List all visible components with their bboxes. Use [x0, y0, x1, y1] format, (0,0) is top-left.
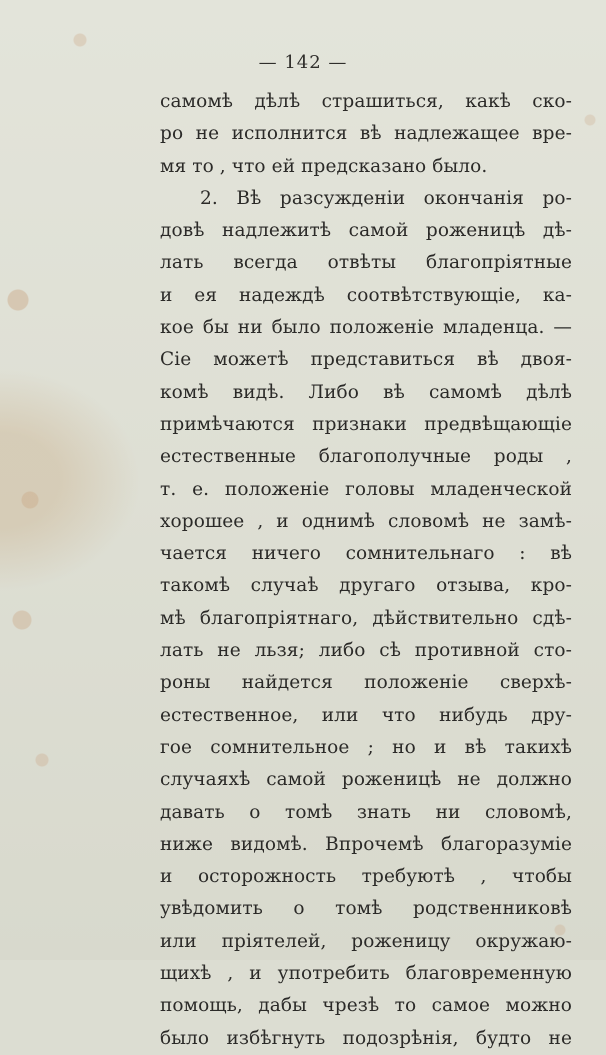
text-line: т. е. положеніе головы младенческой	[160, 478, 572, 500]
text-line: помощь, дабы чрезѣ то самое можно	[160, 995, 572, 1017]
text-line: чается ничего сомнительнаго : вѣ	[160, 543, 572, 565]
text-line: такомѣ случаѣ другаго отзыва, кро-	[160, 575, 572, 597]
text-line: Сіе можетѣ представиться вѣ двоя-	[160, 349, 572, 371]
text-line: или пріятелей, роженицу окружаю-	[160, 930, 572, 952]
text-line: естественные благополучные роды ,	[160, 446, 572, 468]
text-line: было избѣгнуть подозрѣнія, будто не	[160, 1027, 572, 1049]
text-line: естественное, или что нибудь дру-	[160, 704, 572, 726]
text-line: гое сомнительное ; но и вѣ такихѣ	[160, 736, 572, 758]
text-line: роны найдется положеніе сверхѣ-	[160, 672, 572, 694]
text-line: самомѣ дѣлѣ страшиться, какѣ ско-	[160, 91, 572, 112]
text-line: комѣ видѣ. Либо вѣ самомѣ дѣлѣ	[160, 381, 572, 403]
body-text	[160, 86, 572, 1055]
text-line: 2. Вѣ разсужденіи окончанія ро-	[200, 187, 572, 209]
text-line: ниже видомѣ. Впрочемѣ благоразуміе	[160, 833, 572, 855]
text-line: мѣ благопріятнаго, дѣйствительно сдѣ-	[160, 607, 572, 629]
text-line: увѣдомить о томѣ родственниковѣ	[160, 898, 572, 920]
text-line: лать не льзя; либо сѣ противной сто-	[160, 640, 572, 662]
text-line: хорошее , и однимѣ словомѣ не замѣ-	[160, 510, 572, 532]
text-line: и осторожность требуютѣ , чтобы	[160, 866, 572, 888]
page-number: — 142 —	[258, 52, 348, 73]
text-line: давать о томѣ знать ни словомѣ,	[160, 801, 572, 823]
text-line: случаяхѣ самой роженицѣ не должно	[160, 769, 572, 791]
text-line: довѣ надлежитѣ самой роженицѣ дѣ-	[160, 220, 572, 242]
text-line: и ея надеждѣ соотвѣтствующіе, ка-	[160, 284, 572, 306]
text-line: примѣчаются признаки предвѣщающіе	[160, 413, 572, 435]
text-line: щихѣ , и употребить благовременную	[160, 963, 572, 985]
text-line: ро не исполнится вѣ надлежащее вре-	[160, 123, 572, 145]
text-line: лать всегда отвѣты благопріятные	[160, 252, 572, 274]
text-line: мя то , что ей предсказано было.	[160, 155, 488, 177]
text-line: кое бы ни было положеніе младенца. —	[160, 317, 572, 339]
